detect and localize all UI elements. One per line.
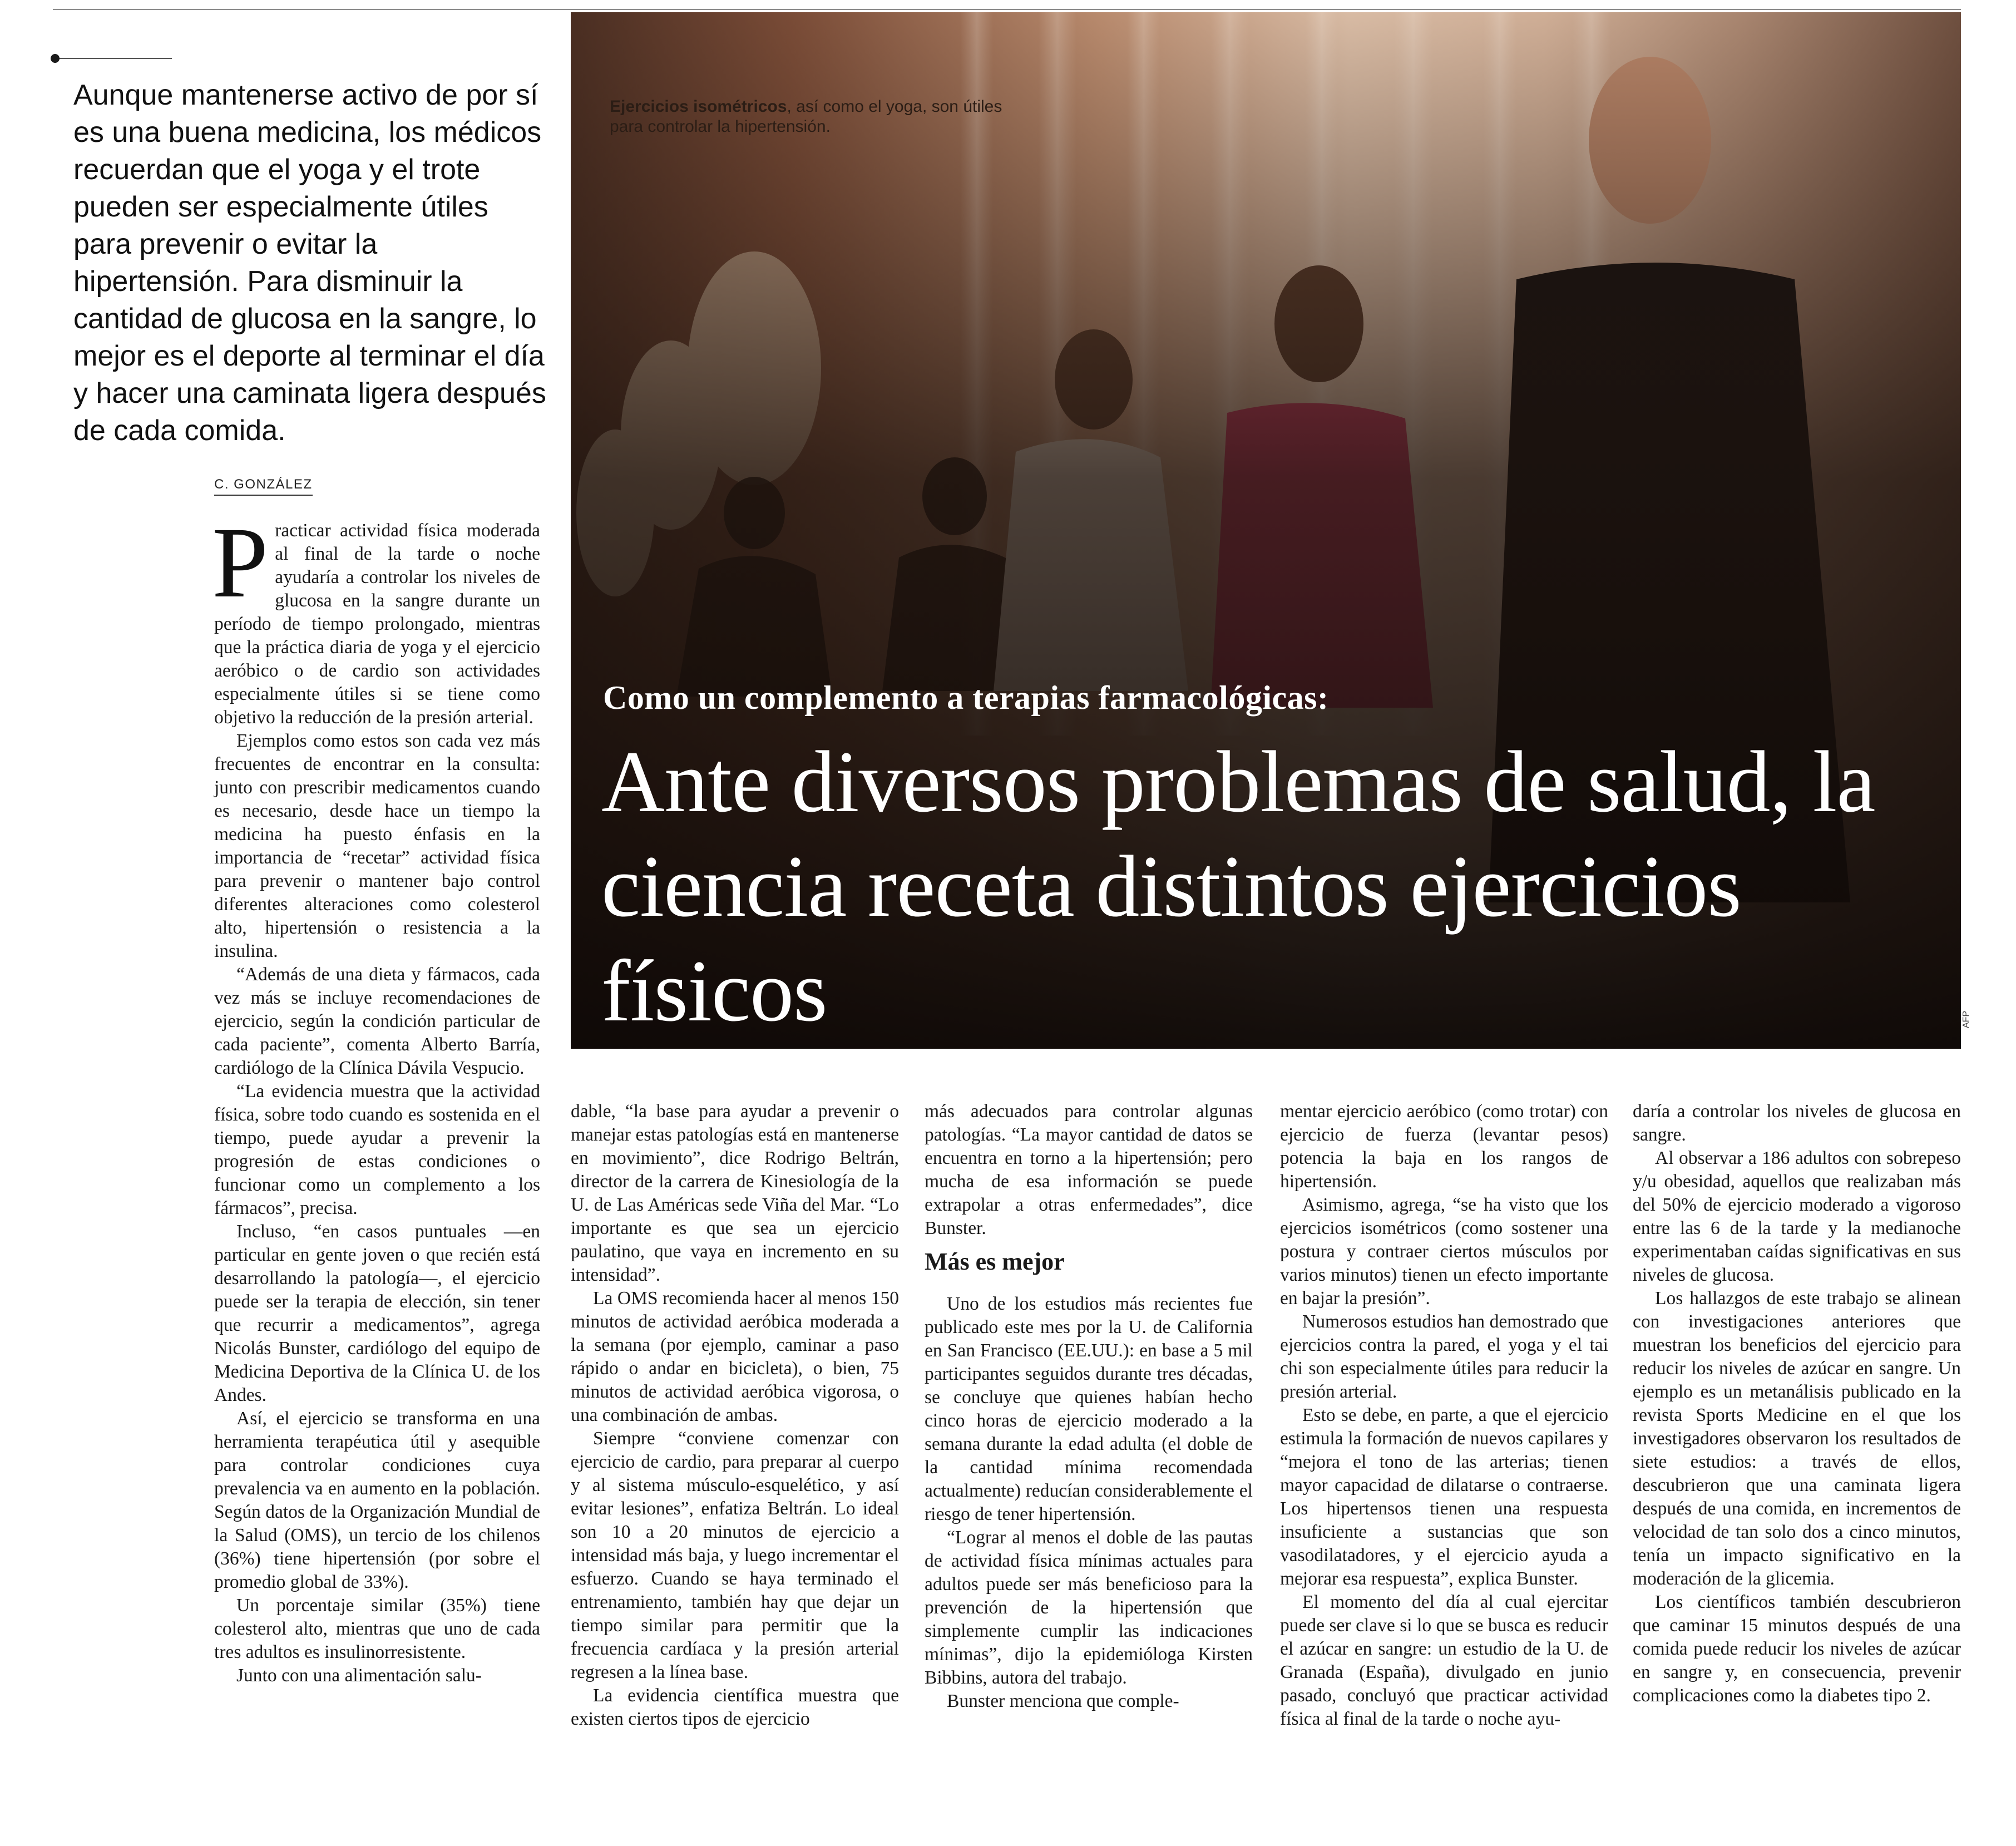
column-1 (212, 507, 540, 1687)
yoga-photo (571, 12, 1961, 1049)
paragraph: Así, el ejercicio se transforma en una herramienta terapéutica útil y asequible para controlar condiciones cuya prevalencia va en aumento en la población. Según datos de la Organización Mundial de la Salud (OMS), un tercio de los chilenos (36%) tiene hipertensión (por sobre el promedio global de 33%). (214, 1408, 540, 1592)
column-2 (571, 1100, 899, 1731)
column-3 (925, 1100, 1253, 1713)
paragraph-1 (212, 507, 540, 729)
caption-text: , así como el yoga, son útiles para controlar la hipertensión. (610, 97, 1002, 136)
paragraph: La evidencia científica muestra que existen ciertos tipos de ejercicio (571, 1685, 899, 1729)
paragraph: Incluso, “en casos puntuales —en particular en gente joven o que recién está desarrollando la patología—, el ejercicio puede ser la terapia de elección, sin tener que recurrir a medicamentos”, agrega Nicolás Bunster, cardiólogo del equipo de Medicina Deportiva de la Clínica U. de los Andes. (214, 1221, 540, 1405)
paragraph: “La evidencia muestra que la actividad física, sobre todo cuando es sostenida en el tiempo, puede ayudar a prevenir la progresión de estas condiciones o funcionar como un complemento a los fármacos”, precisa. (214, 1081, 540, 1218)
paragraph: La OMS recomienda hacer al menos 150 minutos de actividad aeróbica moderada a la semana (por ejemplo, caminar a paso rápido o andar en bicicleta), o bien, 75 minutos de actividad aeróbica vigorosa, o una combinación de ambas. (571, 1288, 899, 1425)
paragraph: Siempre “conviene comenzar con ejercicio de cardio, para preparar al cuerpo y al sistema músculo-esquelético, y así evitar lesiones”, enfatiza Beltrán. Lo ideal son 10 a 20 minutos de ejercicio a intensidad más baja, y luego incrementar el esfuerzo. Cuando se haya terminado el entrenamiento, también hay que dejar un tiempo similar para permitir que la frecuencia cardíaca y la presión arterial regresen a la línea base. (571, 1428, 899, 1682)
paragraph: Ejemplos como estos son cada vez más frecuentes de encontrar en la consulta: junto con prescribir medicamentos cuando es necesario, desde hace un tiempo la medicina ha puesto énfasis en la importancia de “recetar” actividad física para prevenir o mantener bajo control diferentes alteraciones como colesterol alto, hipertensión o resistencia a la insulina. (214, 730, 540, 961)
paragraph: Esto se debe, en parte, a que el ejercicio estimula la formación de nuevos capilares y “mejora el tono de las arterias; tienen mayor capacidad de dilatarse o contraerse. Los hipertensos tienen una respuesta insuficiente a sustancias que son vasodilatadores, y el ejercicio ayuda a mejorar esa respuesta”, explica Bunster. (1280, 1405, 1608, 1589)
paragraph: “Lograr al menos el doble de las pautas de actividad física mínimas actuales para adultos puede ser más beneficioso para la prevención de la hipertensión que simplemente cumplir las indicaciones mínimas”, dijo la epidemióloga Kirsten Bibbins, autora del trabajo. (925, 1527, 1253, 1688)
drop-cap: P (212, 507, 269, 619)
paragraph-1-text: racticar actividad física moderada al final de la tarde o noche ayudaría a controlar los niveles de glucosa en la sangre durante un período de tiempo prolongado, mientras que la práctica diaria de yoga y el ejercicio aeróbico o de cardio son actividades especialmente útiles si se tiene como objetivo la reducción de la presión arterial. (214, 520, 540, 728)
caption-bold: Ejercicios isométricos (610, 97, 787, 116)
byline: C. GONZÁLEZ (214, 477, 313, 496)
photo-caption (610, 97, 1032, 137)
bullet-dot-icon (51, 54, 60, 63)
subheading: Más es mejor (925, 1248, 1065, 1275)
paragraph: Al observar a 186 adultos con sobrepeso y/u obesidad, aquellos que realizaban más del 50% de ejercicio moderado a vigoroso entre las 6 de la tarde y la medianoche experimentaban caídas significativas en sus niveles de glucosa. (1633, 1148, 1961, 1285)
paragraph: Bunster menciona que comple- (947, 1691, 1179, 1711)
paragraph: “Además de una dieta y fármacos, cada vez más se incluye recomendaciones de ejercicio, según la condición particular de cada paciente”, comenta Alberto Barría, cardiólogo de la Clínica Dávila Vespucio. (214, 964, 540, 1078)
paragraph: Asimismo, agrega, “se ha visto que los ejercicios isométricos (como sostener una postura y contraer ciertos músculos por varios minutos) tienen un efecto importante en bajar la presión”. (1280, 1195, 1608, 1309)
paragraph: daría a controlar los niveles de glucosa en sangre. (1633, 1101, 1961, 1145)
paragraph: El momento del día al cual ejercitar puede ser clave si lo que se busca es reducir el azúcar en sangre: un estudio de la U. de Granada (España), divulgado en junio pasado, concluyó que practicar actividad física al final de la tarde o noche ayu- (1280, 1592, 1608, 1729)
paragraph: Uno de los estudios más recientes fue publicado este mes por la U. de California en San Francisco (EE.UU.): en base a 5 mil participantes seguidos durante tres décadas, se concluye que quienes habían hecho cinco horas de ejercicio moderado a la semana durante la edad adulta (el doble de la cantidad mínima recomendada actualmente) reducían considerablemente el riesgo de tener hipertensión. (925, 1294, 1253, 1524)
paragraph: Los científicos también descubrieron que caminar 15 minutos después de una comida puede reducir los niveles de azúcar en sangre y, en consecuencia, prevenir complicaciones como la diabetes tipo 2. (1633, 1592, 1961, 1706)
paragraph: Un porcentaje similar (35%) tiene colesterol alto, mientras que uno de cada tres adultos es insulinorresistente. (214, 1595, 540, 1662)
headline: Ante diversos problemas de salud, la ciencia receta distintos ejercicios físicos (601, 733, 1875, 1040)
lead-marker (53, 58, 172, 59)
column-4 (1280, 1100, 1608, 1731)
paragraph: dable, “la base para ayudar a prevenir o manejar estas patologías está en mantenerse en movimiento”, dice Rodrigo Beltrán, director de la carrera de Kinesiología de la U. de Las Américas sede Viña del Mar. “Lo importante es que sea un ejercicio paulatino, que vaya en incremento en su intensidad”. (571, 1101, 899, 1285)
paragraph: mentar ejercicio aeróbico (como trotar) con ejercicio de fuerza (levantar pesos) potencia la baja en los rangos de hipertensión. (1280, 1101, 1608, 1192)
paragraph: Numerosos estudios han demostrado que ejercicios contra la pared, el yoga y el tai chi son especialmente útiles para reducir la presión arterial. (1280, 1311, 1608, 1402)
top-rule (53, 9, 1961, 10)
photo-credit: AFP (1961, 1010, 1971, 1028)
paragraph: Los hallazgos de este trabajo se alinean con investigaciones anteriores que muestran los beneficios del ejercicio para reducir los niveles de azúcar en sangre. Un ejemplo es un metanálisis publicado en la revista Sports Medicine en el que los investigadores observaron los resultados de siete estudios: a través de ellos, descubrieron que una caminata ligera después de una comida, en incrementos de velocidad de tan solo dos a cinco minutos, tenía un impacto significativo en la moderación de la glicemia. (1633, 1288, 1961, 1589)
kicker: Como un complemento a terapias farmacológicas: (603, 679, 1329, 716)
lead-paragraph: Aunque mantenerse activo de por sí es una buena medicina, los médicos recuerdan que el yoga y el trote pueden ser especialmente útiles para prevenir o evitar la hipertensión. Para disminuir la cantidad de glucosa en la sangre, lo mejor es el deporte al terminar el día y hacer una caminata ligera después de cada comida. (73, 79, 546, 447)
paragraph: más adecuados para controlar algunas patologías. “La mayor cantidad de datos se encuentra en torno a la hipertensión; pero mucha de esa información se puede extrapolar a otras enfermedades”, dice Bunster. (925, 1101, 1253, 1238)
column-5 (1633, 1100, 1961, 1707)
paragraph: Junto con una alimentación salu- (236, 1665, 482, 1686)
